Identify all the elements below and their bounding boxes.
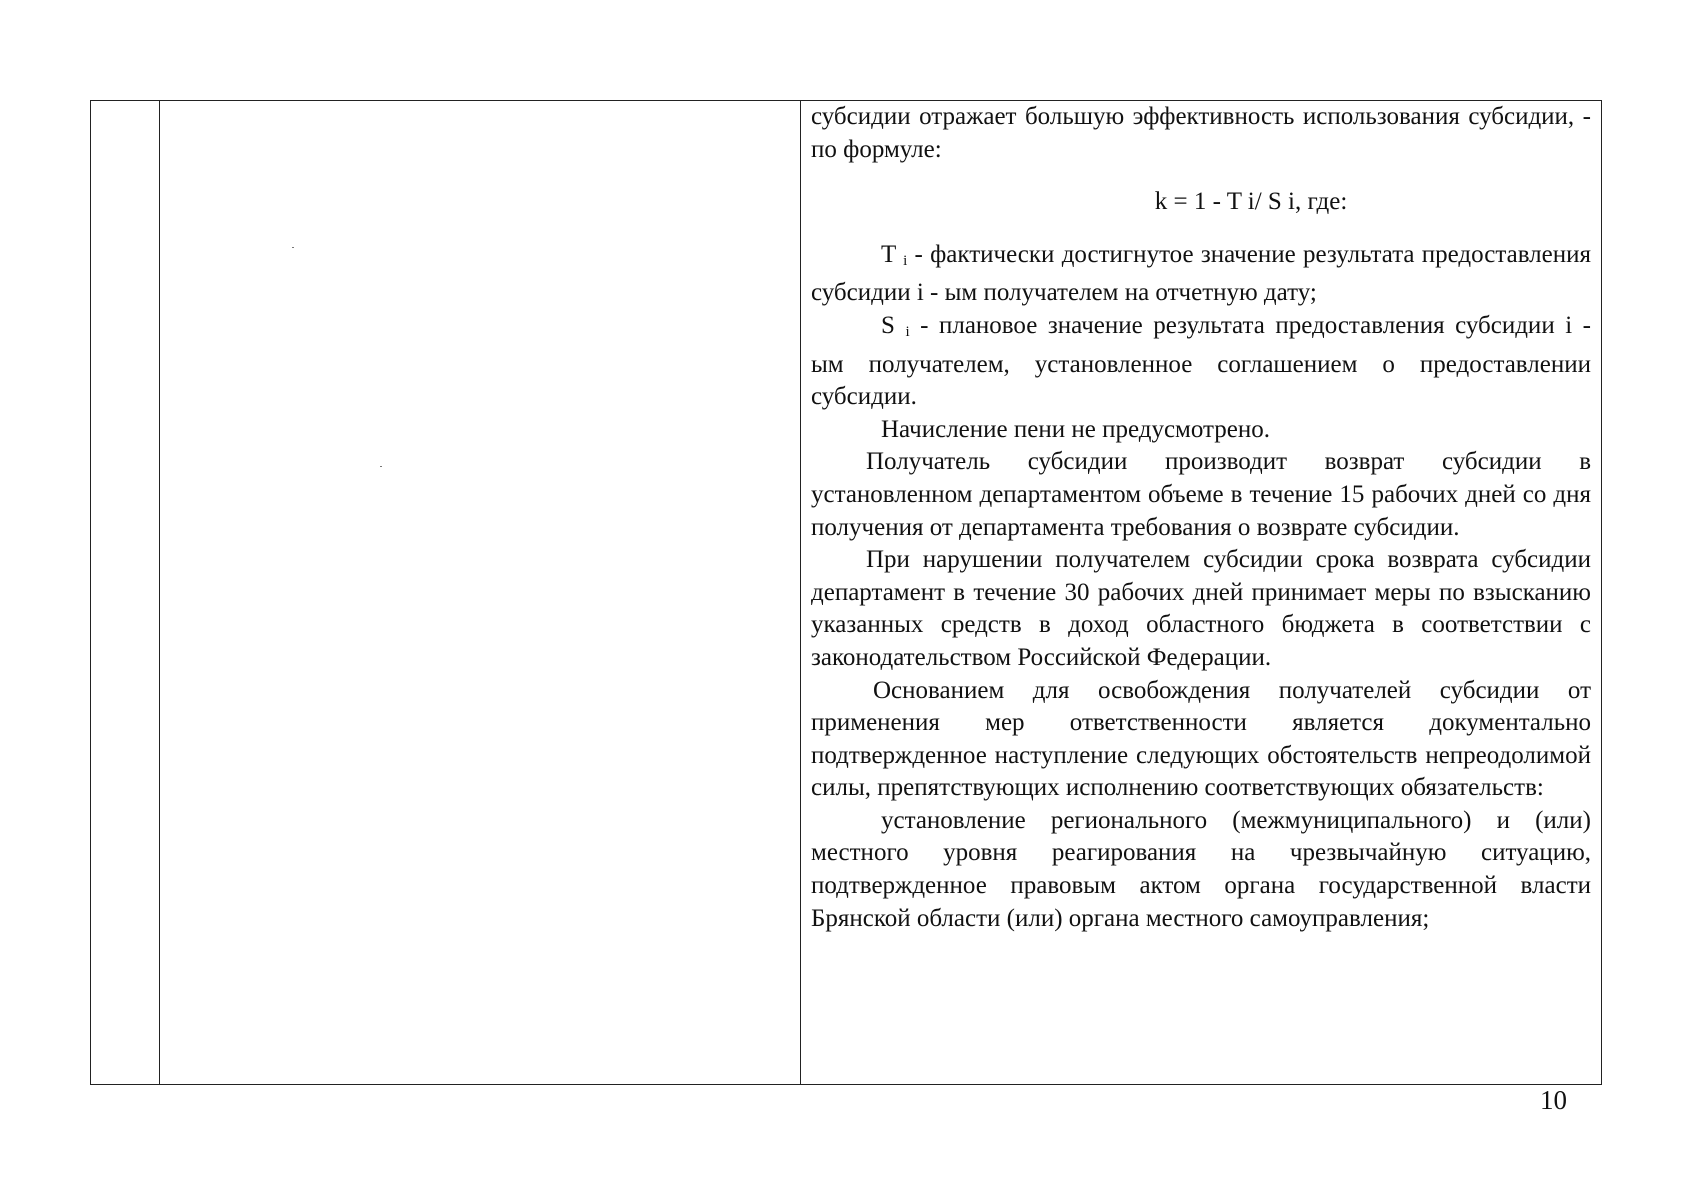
return-paragraph: Получатель субсидии производит возврат субсидии в установленном департаментом объеме в течение 15 рабочих дней со дня получения от департамента требования о возврате субсидии. [811,448,1591,541]
symbol-s: S [881,311,895,339]
right-cell-text [811,101,1591,935]
formula: k = 1 - T i/ S i, где: [1154,188,1348,216]
definition-t-text: - фактически достигнутое значение результата предоставления субсидии i - ым получателем на отчетную дату; [811,240,1592,307]
subscript-t: i [903,252,908,269]
document-table [90,100,1602,1085]
column-divider [800,101,801,1084]
subscript-s: i [905,323,910,340]
scan-speck [292,247,294,248]
column-divider [159,101,160,1084]
scan-speck [380,466,382,467]
page-number: 10 [1540,1085,1567,1115]
definition-s [811,310,1591,414]
definition-s-text: - плановое значение результата предоставления субсидии i - ым получателем, установленное соглашением о предоставлении субсидии. [811,311,1592,411]
emergency-paragraph: установление регионального (межмуниципального) и (или) местного уровня реагирования на чрезвычайную ситуацию, подтвержденное правовым актом органа государственной власти Брянской области (или) органа местного самоуправления; [811,806,1591,932]
definition-t [811,239,1591,310]
grounds-paragraph: Основанием для освобождения получателей субсидии от применения мер ответственности является документально подтвержденное наступление следующих обстоятельств непреодолимой силы, препятствующих исполнению соответствующих обязательств: [811,676,1591,802]
violation-paragraph: При нарушении получателем субсидии срока возврата субсидии департамент в течение 30 рабочих дней принимает меры по взысканию указанных средств в доход областного бюджета в соответствии с законодательством Российской Федерации. [811,546,1591,671]
penalty-paragraph: Начисление пени не предусмотрено. [881,415,1270,443]
intro-paragraph: субсидии отражает большую эффективность использования субсидии, - по формуле: [811,103,1591,163]
symbol-t: T [881,240,896,268]
